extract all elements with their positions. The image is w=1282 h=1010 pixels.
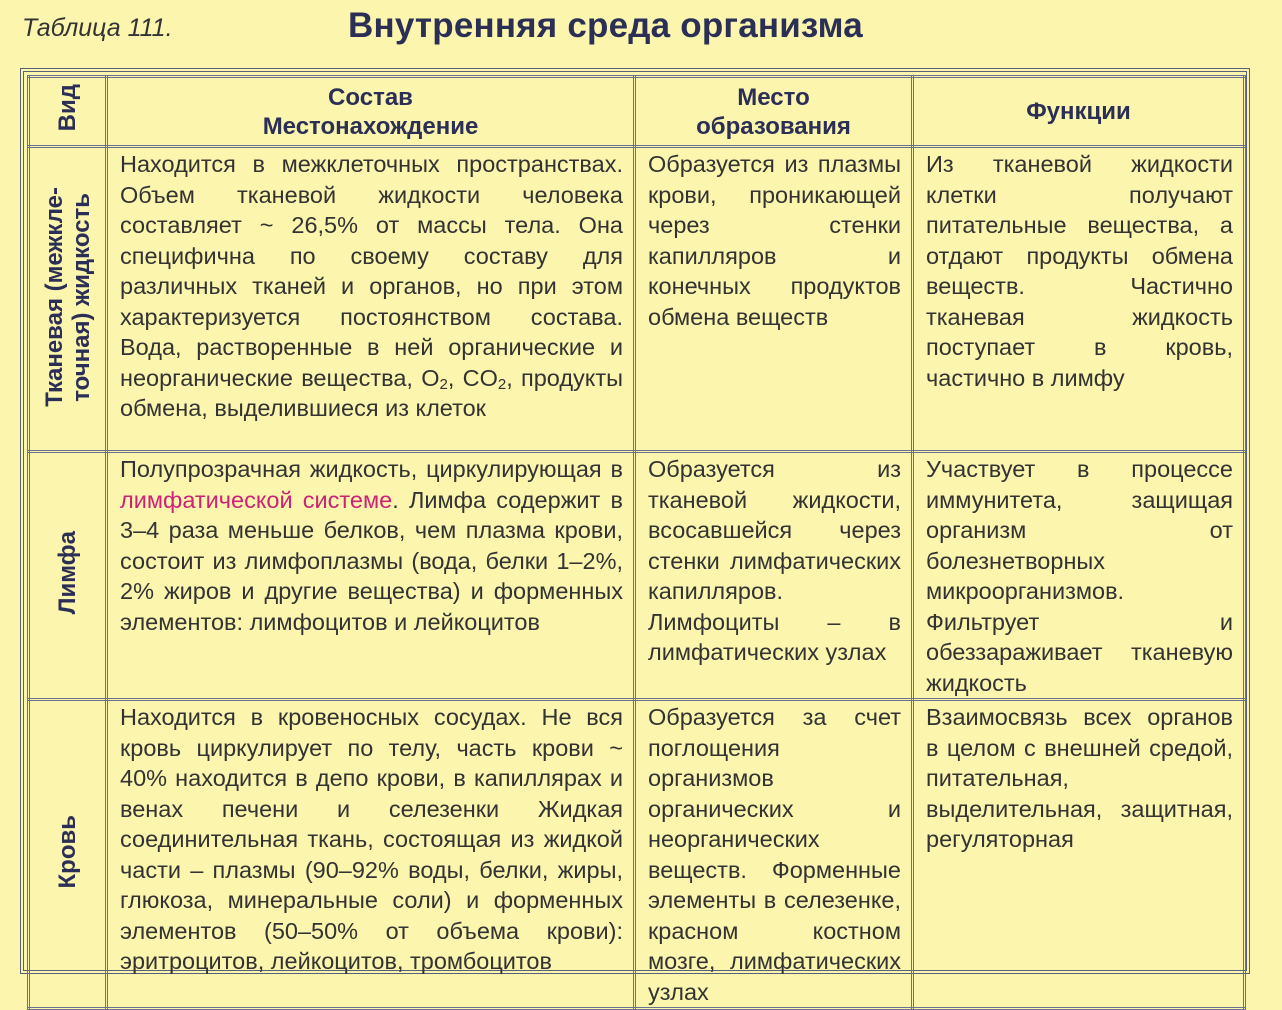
composition-text: Находится в межклеточных пространствах. Объем тканевой жидкости человека составляет ~ 26,5% от массы тела. Она специфична по своему составу для различных тканей и органов, но при этом характеризуется постоянством состава. Вода, растворенные в ней органические и неорганические вещества, O (120, 151, 623, 391)
row-origin: Образуется из плазмы крови, проникающей через стенки капилляров и конечных продуктов обмена веществ (635, 147, 913, 452)
header-kind: Вид (29, 77, 107, 147)
row-functions: Участвует в процессе иммунитета, защищая организм от болезнетворных микроорганизмов. Фильтрует и обеззараживает тканевую жидкость (913, 452, 1245, 700)
row-composition (107, 452, 635, 700)
row-origin: Образуется за счет поглощения организмов органических и неорганических веществ. Форменные элементы в селезенке, красном костном мозге, лимфатических узлах (635, 700, 913, 1009)
table-label: Таблица 111. (22, 14, 173, 42)
composition-text: , продукты обмена, выделившиеся из клеток (120, 364, 624, 421)
kind-line2: точная) жидкость (67, 192, 95, 401)
subscript-2: 2 (439, 375, 448, 393)
row-kind-tissue-fluid (29, 147, 107, 452)
header-composition-line2: Местонахождение (262, 112, 479, 140)
table-row (29, 147, 1245, 452)
header-origin-line1: Место (737, 83, 810, 111)
lymphatic-system-link[interactable]: лимфатической системе (120, 486, 393, 513)
composition-text: . Лимфа содержит в 3–4 раза меньше белков, чем плазма крови, состоит из лимфоплазмы (вода, белки 1–2%, 2% жиров и другие вещества) и форменных элементов: лимфоцитов и лейкоцитов (120, 486, 623, 635)
table-frame (20, 68, 1250, 1005)
row-kind-lymph: Лимфа (29, 452, 107, 700)
table-row (29, 700, 1245, 1009)
header-composition (107, 77, 635, 147)
page-title: Внутренняя среда организма (348, 6, 863, 45)
composition-text: , CO (447, 364, 498, 391)
row-kind-blood: Кровь (29, 700, 107, 1009)
header-functions: Функции (913, 77, 1245, 147)
table-row (29, 452, 1245, 700)
row-composition (107, 147, 635, 452)
row-functions: Взаимосвязь всех органов в целом с внешней средой, питательная, выделительная, защитная, регуляторная (913, 700, 1245, 1009)
kind-line1: Тканевая (межкле- (40, 186, 68, 407)
subscript-2: 2 (497, 375, 507, 393)
composition-text: Полупрозрачная жидкость, циркулирующая в (120, 456, 623, 482)
table-header-row (29, 77, 1245, 147)
header-origin-line2: образования (696, 112, 851, 140)
organism-environment-table (27, 75, 1246, 1010)
header-composition-line1: Состав (328, 83, 413, 111)
row-composition: Находится в кровеносных сосудах. Не вся кровь циркулирует по телу, часть крови ~ 40% находится в депо крови, в капиллярах и венах печени и селезенки Жидкая соединительная ткань, состоящая из жидкой части – плазмы (90–92% воды, белки, жиры, глюкоза, минеральные соли) и форменных элементов (50–50% от объема крови): эритроцитов, лейкоцитов, тромбоцитов (107, 700, 635, 1009)
header-origin (635, 77, 913, 147)
row-functions: Из тканевой жидкости клетки получают питательные вещества, а отдают продукты обмена веществ. Частично тканевая жидкость поступает в кровь, частично в лимфу (913, 147, 1245, 452)
row-origin: Образуется из тканевой жидкости, всосавшейся через стенки лимфатических капилляров. Лимфоциты – в лимфатических узлах (635, 452, 913, 700)
